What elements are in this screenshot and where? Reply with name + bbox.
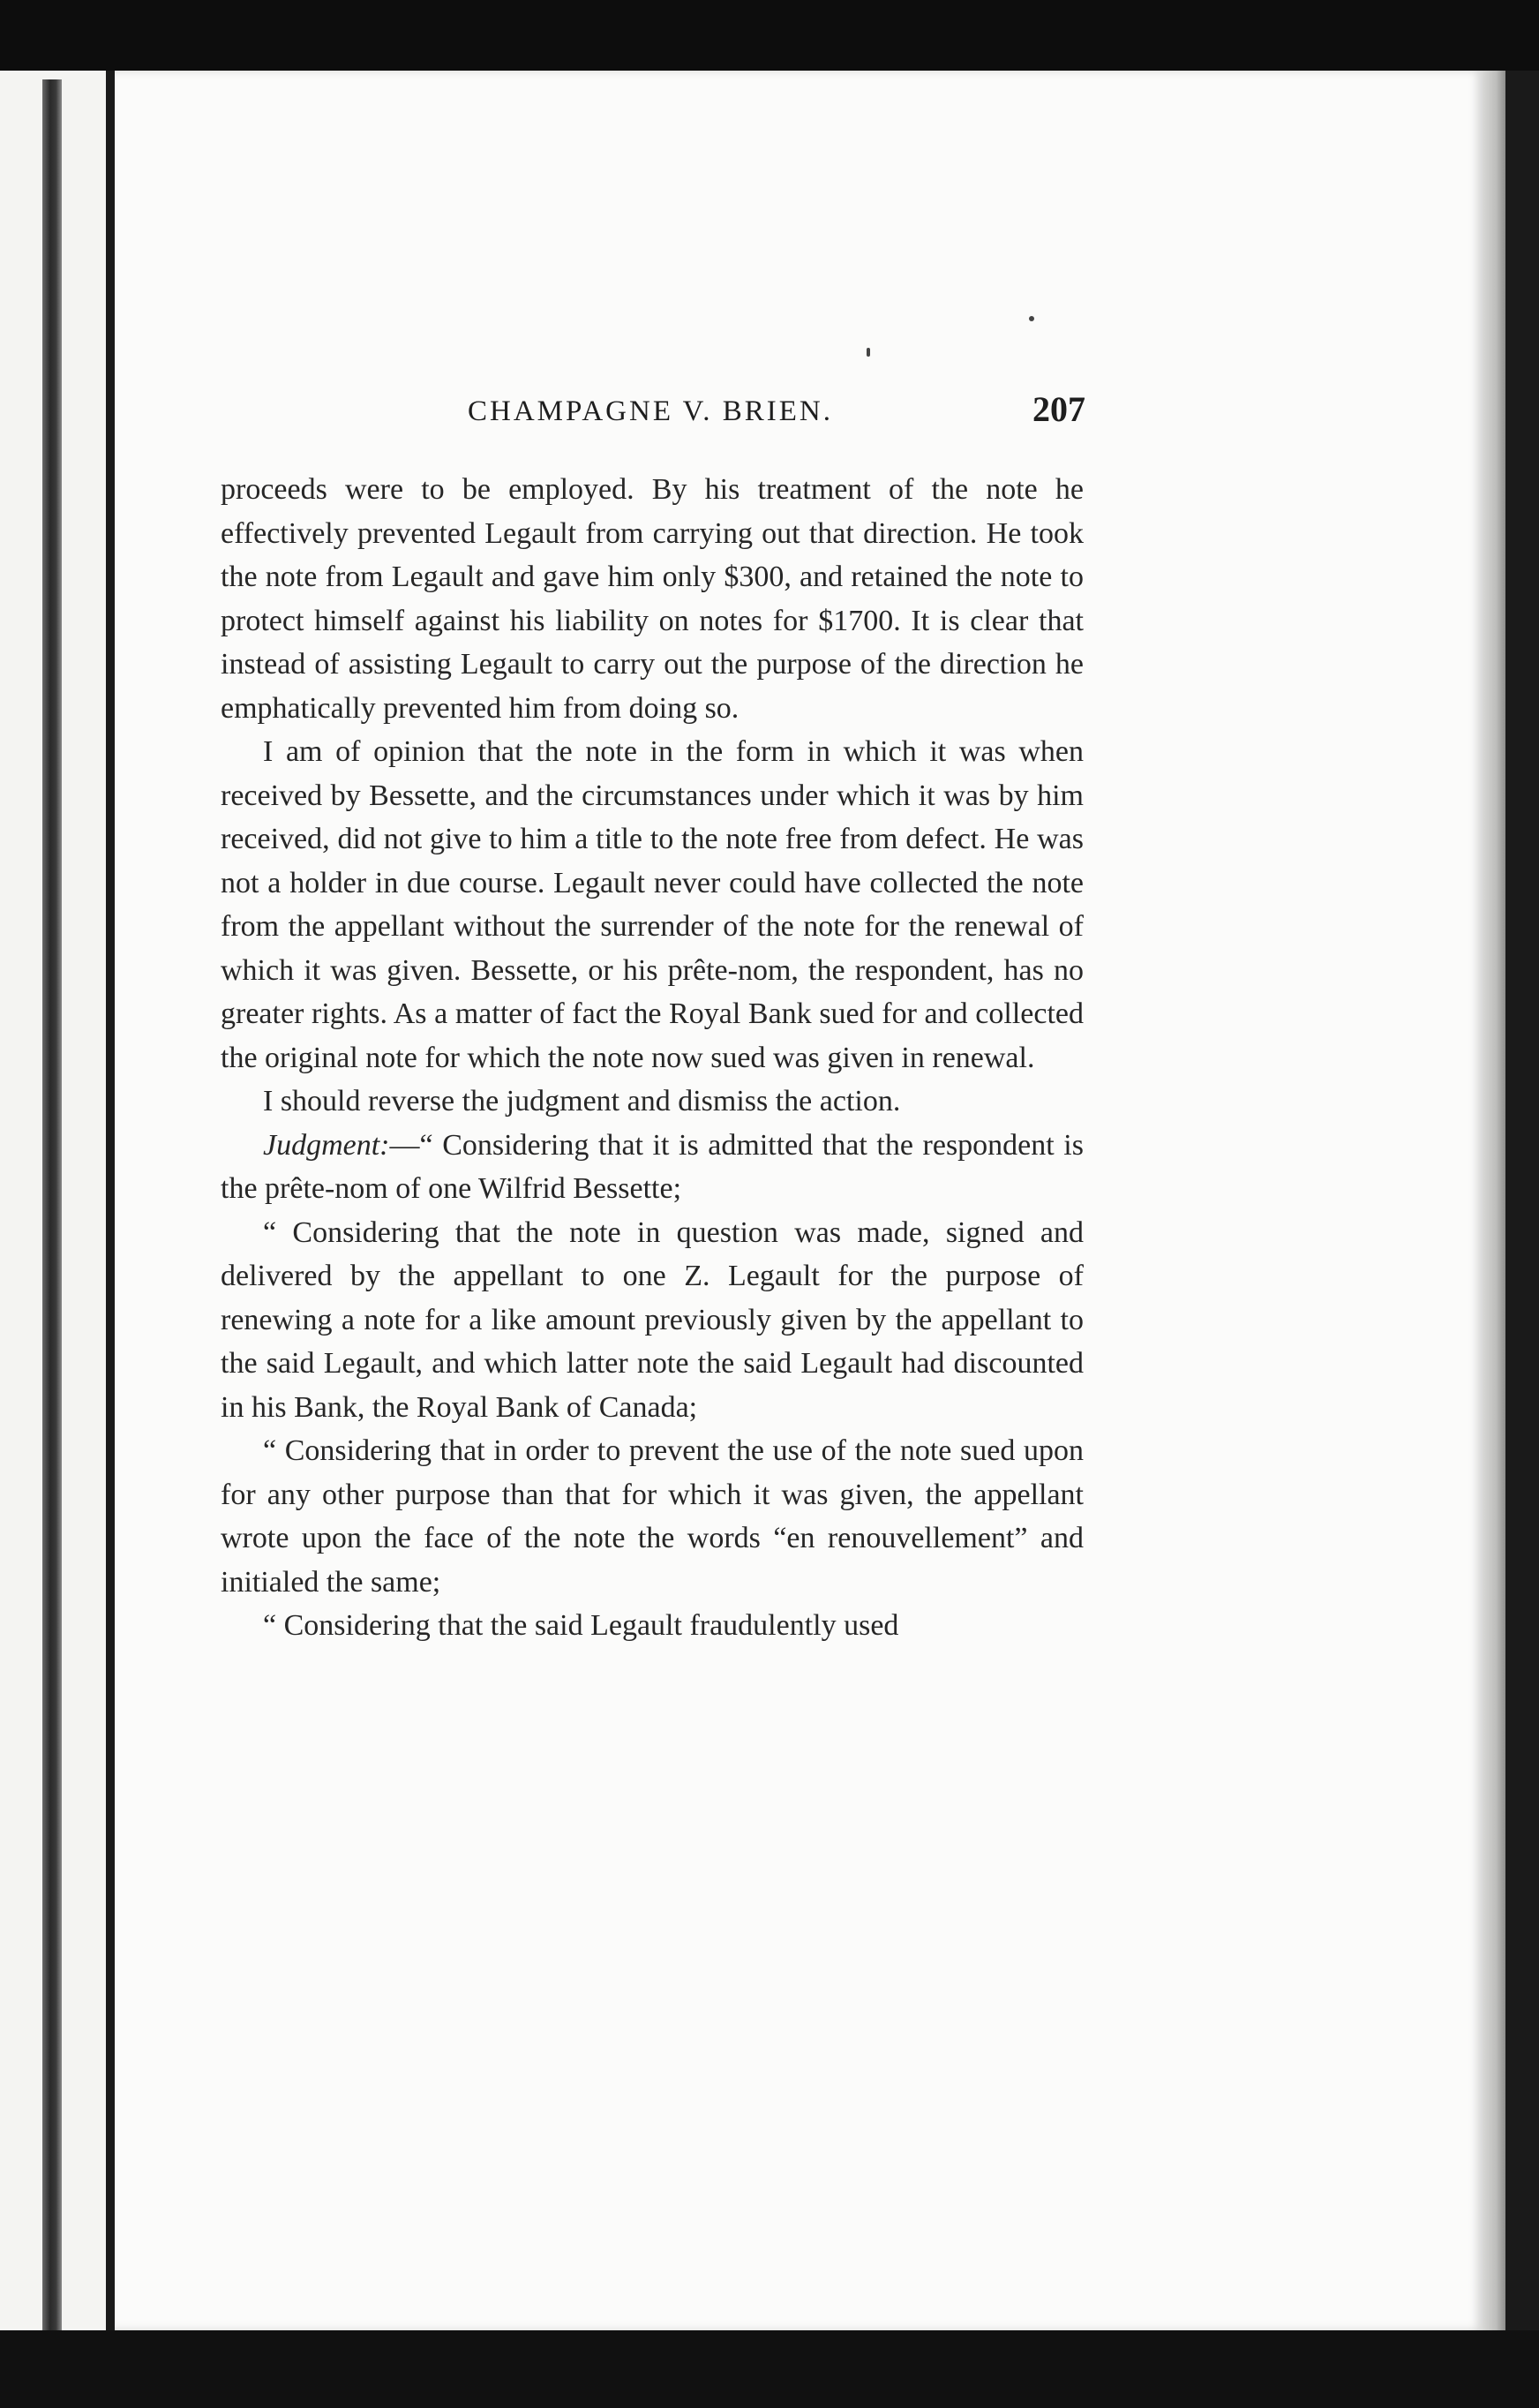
paragraph: I should reverse the judgment and dismiss the action.: [263, 1085, 901, 1117]
book-spine: [42, 79, 62, 2330]
scan-border-bottom: [0, 2330, 1539, 2408]
page-stack-edge: [1483, 71, 1505, 2339]
scan-border-top: [0, 0, 1539, 71]
paragraph: I am of opinion that the note in the form in which it was when received by Bessette, and the circumstances under which it was by him received, did not give to him a title to the note free from defect. He was not a holder in due course. Legault never could have collected the note from the appellant without the surrender of the note for the renewal of which it was given. Bessette, or his prête-nom, the respondent, has no greater rights. As a matter of fact the Royal Bank sued for and collected the original note for which the note now sued was given in renewal.: [221, 735, 1084, 1074]
paragraph: [221, 1124, 1084, 1211]
paragraph: proceeds were to be employed. By his treatment of the note he effectively prevented Legault from carrying out that direction. He took the note from Legault and gave him only $300, and retained the note to protect himself against his liability on notes for $1700. It is clear that instead of assisting Legault to carry out the purpose of the direction he emphatically prevented him from doing so.: [221, 473, 1084, 725]
paragraph: “ Considering that the note in question was made, signed and delivered by the appellant to one Z. Legault for the purpose of renewing a note for a like amount previously given by the appellant to the said Legault, and which latter note the said Legault had discounted in his Bank, the Royal Bank of Canada;: [221, 1215, 1084, 1424]
body-text: [221, 468, 1084, 1648]
paragraph: “ Considering that the said Legault fraudulently used: [263, 1609, 899, 1642]
paragraph-text: —“ Considering that it is admitted that the respondent is the prête-nom of one Wilfrid Bessette;: [221, 1128, 1084, 1205]
running-head: CHAMPAGNE V. BRIEN.: [468, 395, 833, 427]
speck: [1029, 316, 1034, 321]
speck: [867, 348, 870, 357]
page-header: [468, 388, 1085, 441]
page-number: 207: [1032, 389, 1085, 429]
paragraph: “ Considering that in order to prevent the use of the note sued upon for any other purpose than that for which it was given, the appellant wrote upon the face of the note the words “en renouvellement” and initialed the same;: [221, 1434, 1084, 1599]
judgment-label: Judgment:: [263, 1128, 390, 1162]
